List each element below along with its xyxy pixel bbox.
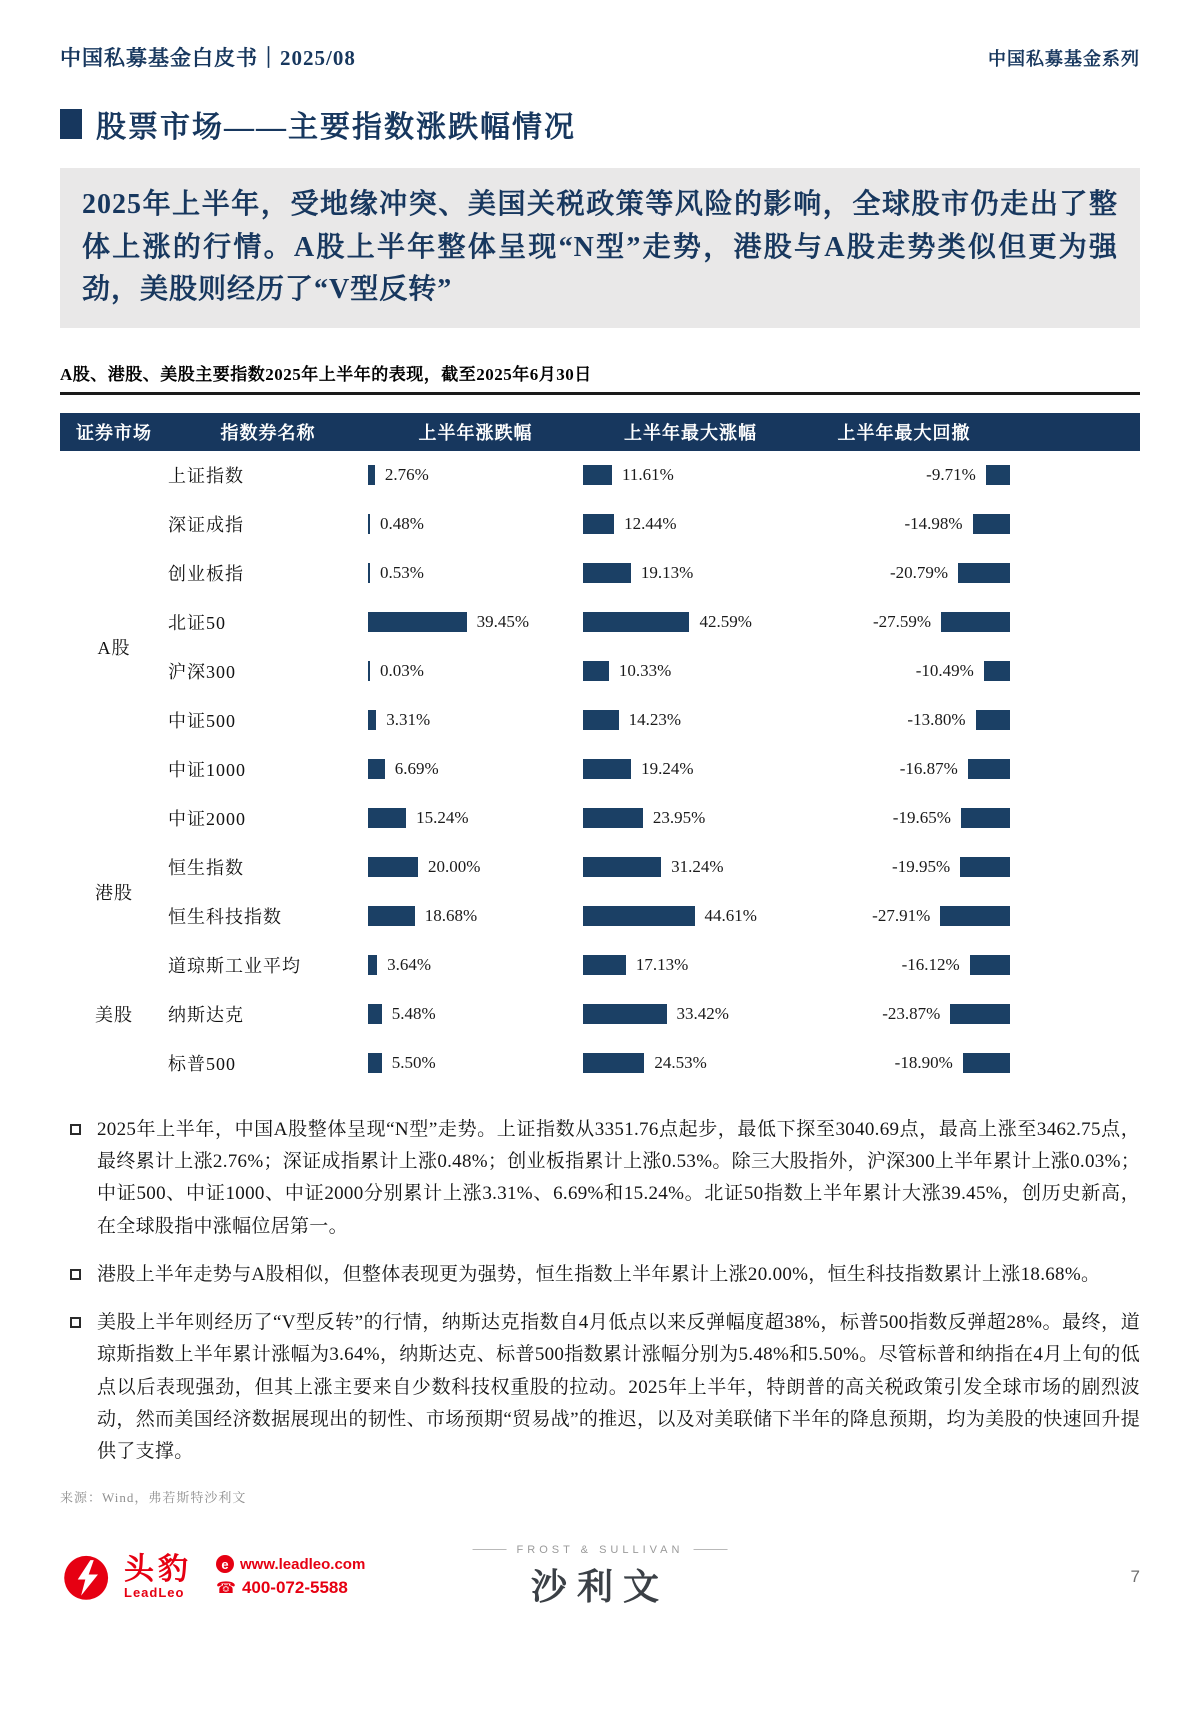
bullet-square-icon <box>70 1269 81 1280</box>
h1-change-bar-wrap <box>368 563 583 583</box>
table-row <box>60 647 1140 696</box>
max-drawdown-bar-wrap <box>798 710 1140 730</box>
page-footer <box>60 1532 1140 1622</box>
max-gain-value: 33.42% <box>676 1004 729 1024</box>
h1-change-bar-wrap <box>368 857 583 877</box>
table-row <box>60 941 1140 990</box>
h1-change-value: 18.68% <box>424 906 478 926</box>
max-gain-value: 19.24% <box>641 759 694 779</box>
max-gain-bar <box>583 857 661 877</box>
frost-sullivan-logo <box>473 1544 728 1610</box>
max-drawdown-bar-wrap <box>798 857 1140 877</box>
h1-change-cell <box>368 500 583 549</box>
source-note: 来源：Wind，弗若斯特沙利文 <box>60 1489 247 1505</box>
max-gain-value: 42.59% <box>699 612 752 632</box>
max-drawdown-bar-wrap <box>798 1053 1140 1073</box>
h1-change-bar-wrap <box>368 710 583 730</box>
max-drawdown-bar <box>960 857 1010 877</box>
max-drawdown-value: -9.71% <box>926 465 976 485</box>
index-name: 沪深300 <box>168 662 236 683</box>
max-drawdown-bar <box>950 1004 1010 1024</box>
max-gain-bar-wrap <box>583 906 798 926</box>
max-drawdown-value: -27.91% <box>872 906 931 926</box>
h1-change-bar-wrap <box>368 514 583 534</box>
bullet-text: 港股上半年走势与A股相似，但整体表现更为强势，恒生指数上半年累计上涨20.00%，恒生科技指数累计上涨18.68%。 <box>97 1263 1101 1285</box>
max-gain-bar-wrap <box>583 612 798 632</box>
max-gain-bar-wrap <box>583 661 798 681</box>
col-header-index-name: 指数券名称 <box>168 413 368 451</box>
leadleo-name-cn: 头豹 <box>124 1553 192 1587</box>
e-badge-icon: e <box>216 1555 234 1573</box>
chart-title: A股、港股、美股主要指数2025年上半年的表现，截至2025年6月30日 <box>60 364 592 384</box>
max-gain-bar <box>583 1004 667 1024</box>
index-name: 深证成指 <box>168 515 244 536</box>
max-drawdown-bar <box>976 710 1011 730</box>
index-name: 上证指数 <box>168 466 244 487</box>
bullet-text: 2025年上半年，中国A股整体呈现“N型”走势。上证指数从3351.76点起步，最低下探至3040.69点，最高上涨至3462.75点，最终累计上涨2.76%；深证成指累计上涨0.48%；创业板指累计上涨0.53%。除三大股指外，沪深300上半年累计上涨0.03%；中证500、中证1000、中证2000分别累计上涨3.31%、6.69%和15.24%。北证50指数上半年累计大涨39.45%，创历史新高，在全球股指中涨幅位居第一。 <box>97 1118 1140 1237</box>
title-square-icon <box>60 109 82 139</box>
max-gain-bar-wrap <box>583 514 798 534</box>
frost-name-en: FROST & SULLIVAN <box>516 1543 684 1556</box>
h1-change-value: 5.50% <box>391 1053 436 1073</box>
max-gain-bar-wrap <box>583 857 798 877</box>
h1-change-bar <box>368 906 415 926</box>
index-name: 标普500 <box>168 1054 236 1075</box>
index-table-body <box>60 451 1140 1088</box>
max-drawdown-value: -27.59% <box>872 612 932 632</box>
table-row <box>60 598 1140 647</box>
max-drawdown-bar <box>941 612 1010 632</box>
h1-change-value: 3.31% <box>386 710 431 730</box>
max-drawdown-cell <box>798 843 1140 892</box>
website-row <box>216 1555 365 1573</box>
bullet-square-icon <box>70 1124 81 1135</box>
max-gain-cell <box>583 892 798 941</box>
max-gain-bar-wrap <box>583 465 798 485</box>
h1-change-bar-wrap <box>368 465 583 485</box>
table-row <box>60 451 1140 500</box>
page-number: 7 <box>1130 1566 1140 1586</box>
index-name: 道琼斯工业平均 <box>168 956 301 977</box>
max-gain-bar <box>583 465 612 485</box>
h1-change-value: 5.48% <box>391 1004 436 1024</box>
bullet-text: 美股上半年则经历了“V型反转”的行情，纳斯达克指数自4月低点以来反弹幅度超38%，标普500指数反弹超28%。最终，道琼斯指数上半年累计涨幅为3.64%，纳斯达克、标普500指数累计涨幅分别为5.48%和5.50%。尽管标普和纳指在4月上旬的低点以后表现强劲，但其上涨主要来自少数科技权重股的拉动。2025年上半年，特朗普的高关税政策引发全球市场的剧烈波动，然而美国经济数据展现出的韧性、市场预期“贸易战”的推迟，以及对美联储下半年的降息预期，均为美股的快速回升提供了支撑。 <box>97 1312 1140 1463</box>
max-gain-cell <box>583 451 798 500</box>
max-gain-value: 12.44% <box>624 514 677 534</box>
max-gain-value: 19.13% <box>640 563 694 583</box>
h1-change-cell <box>368 892 583 941</box>
max-drawdown-bar-wrap <box>798 906 1140 926</box>
table-row <box>60 549 1140 598</box>
max-gain-bar <box>583 514 614 534</box>
max-gain-value: 10.33% <box>618 661 672 681</box>
h1-change-cell <box>368 549 583 598</box>
max-drawdown-bar-wrap <box>798 661 1140 681</box>
h1-change-bar <box>368 955 377 975</box>
h1-change-cell <box>368 941 583 990</box>
max-gain-bar <box>583 759 631 779</box>
max-gain-bar <box>583 955 626 975</box>
leadleo-wordmark <box>124 1554 192 1599</box>
h1-change-value: 20.00% <box>428 857 481 877</box>
index-name: 北证50 <box>168 613 226 634</box>
max-drawdown-cell <box>798 745 1140 794</box>
max-gain-cell <box>583 745 798 794</box>
max-drawdown-cell <box>798 549 1140 598</box>
h1-change-bar-wrap <box>368 906 583 926</box>
max-gain-bar <box>583 563 631 583</box>
h1-change-cell <box>368 696 583 745</box>
h1-change-value: 0.53% <box>380 563 424 583</box>
h1-change-bar <box>368 1053 382 1073</box>
max-drawdown-value: -23.87% <box>882 1004 941 1024</box>
h1-change-value: 15.24% <box>416 808 469 828</box>
frost-line-left <box>473 1549 507 1550</box>
frost-en-row <box>473 1544 728 1556</box>
h1-change-cell <box>368 843 583 892</box>
max-gain-cell <box>583 647 798 696</box>
max-gain-bar-wrap <box>583 759 798 779</box>
frost-name-cn: 沙利文 <box>530 1566 669 1607</box>
h1-change-cell <box>368 647 583 696</box>
max-gain-value: 44.61% <box>704 906 757 926</box>
h1-change-bar-wrap <box>368 759 583 779</box>
market-label: A股 <box>97 637 131 658</box>
max-drawdown-value: -13.80% <box>907 710 966 730</box>
max-gain-bar-wrap <box>583 710 798 730</box>
h1-change-bar-wrap <box>368 661 583 681</box>
index-name: 中证2000 <box>168 809 246 830</box>
market-label: 港股 <box>95 882 133 903</box>
max-drawdown-bar <box>968 759 1010 779</box>
max-drawdown-value: -20.79% <box>889 563 949 583</box>
max-drawdown-bar-wrap <box>798 1004 1140 1024</box>
h1-change-bar-wrap <box>368 1053 583 1073</box>
max-drawdown-cell <box>798 451 1140 500</box>
frost-line-right <box>693 1549 727 1550</box>
max-drawdown-cell <box>798 696 1140 745</box>
max-gain-bar-wrap <box>583 955 798 975</box>
max-drawdown-value: -19.65% <box>892 808 951 828</box>
max-drawdown-bar-wrap <box>798 612 1140 632</box>
max-gain-cell <box>583 843 798 892</box>
page-title: 股票市场——主要指数涨跌幅情况 <box>96 111 576 144</box>
index-name: 中证500 <box>168 711 236 732</box>
max-drawdown-cell <box>798 941 1140 990</box>
h1-change-bar <box>368 759 385 779</box>
col-header-max-drawdown: 上半年最大回撤 <box>798 413 1140 451</box>
h1-change-bar <box>368 808 406 828</box>
max-drawdown-value: -19.95% <box>892 857 951 877</box>
max-gain-cell <box>583 990 798 1039</box>
h1-change-value: 6.69% <box>394 759 439 779</box>
table-row <box>60 843 1140 892</box>
market-label: 美股 <box>95 1005 133 1026</box>
col-header-max-gain: 上半年最大涨幅 <box>583 413 798 451</box>
col-header-market: 证券市场 <box>60 413 168 451</box>
max-drawdown-bar <box>986 465 1010 485</box>
table-row <box>60 696 1140 745</box>
h1-change-bar <box>368 661 370 681</box>
max-drawdown-bar <box>973 514 1010 534</box>
website-text: www.leadleo.com <box>240 1555 366 1573</box>
max-gain-cell <box>583 696 798 745</box>
max-drawdown-cell <box>798 794 1140 843</box>
max-drawdown-bar <box>940 906 1010 926</box>
index-performance-table <box>60 413 1140 1088</box>
max-gain-bar <box>583 661 609 681</box>
h1-change-bar <box>368 612 467 632</box>
max-drawdown-cell <box>798 598 1140 647</box>
phone-number: 400-072-5588 <box>241 1578 348 1598</box>
h1-change-value: 0.48% <box>380 514 424 534</box>
h1-change-bar <box>368 514 370 534</box>
max-drawdown-bar <box>984 661 1010 681</box>
h1-change-cell <box>368 451 583 500</box>
max-drawdown-cell <box>798 1039 1140 1088</box>
max-gain-bar <box>583 906 695 926</box>
max-gain-cell <box>583 941 798 990</box>
h1-change-value: 3.64% <box>387 955 432 975</box>
header-series-right: 中国私募基金系列 <box>988 49 1140 69</box>
h1-change-bar-wrap <box>368 612 583 632</box>
max-drawdown-bar <box>963 1053 1010 1073</box>
table-row <box>60 990 1140 1039</box>
max-gain-value: 23.95% <box>652 808 706 828</box>
leadleo-name-en: LeadLeo <box>124 1584 185 1600</box>
leadleo-contact <box>216 1555 365 1598</box>
max-drawdown-bar <box>970 955 1010 975</box>
max-gain-value: 24.53% <box>654 1053 707 1073</box>
max-gain-bar-wrap <box>583 1004 798 1024</box>
bullet-square-icon <box>70 1317 81 1328</box>
max-gain-value: 11.61% <box>622 465 674 485</box>
max-drawdown-cell <box>798 892 1140 941</box>
h1-change-value: 39.45% <box>476 612 530 632</box>
header-title-left: 中国私募基金白皮书｜2025/08 <box>60 46 356 70</box>
analysis-bullet-list <box>60 1114 1140 1469</box>
table-row <box>60 794 1140 843</box>
table-row <box>60 1039 1140 1088</box>
h1-change-cell <box>368 990 583 1039</box>
phone-icon: ☎ <box>216 1580 236 1598</box>
summary-highlight-box: 2025年上半年，受地缘冲突、美国关税政策等风险的影响，全球股市仍走出了整体上涨的行情。A股上半年整体呈现“N型”走势，港股与A股走势类似但更为强劲，美股则经历了“V型反转” <box>60 168 1140 328</box>
col-header-h1-change: 上半年涨跌幅 <box>368 413 583 451</box>
max-gain-bar-wrap <box>583 808 798 828</box>
max-gain-value: 31.24% <box>671 857 724 877</box>
title-divider <box>60 392 1140 395</box>
max-gain-value: 14.23% <box>628 710 681 730</box>
index-name: 纳斯达克 <box>168 1005 244 1026</box>
h1-change-bar-wrap <box>368 808 583 828</box>
max-drawdown-value: -18.90% <box>894 1053 953 1073</box>
max-gain-bar <box>583 808 643 828</box>
h1-change-bar-wrap <box>368 1004 583 1024</box>
table-row <box>60 500 1140 549</box>
bullet-item <box>60 1259 1140 1291</box>
max-gain-cell <box>583 598 798 647</box>
max-gain-bar-wrap <box>583 1053 798 1073</box>
index-name: 恒生指数 <box>168 858 244 879</box>
max-gain-cell <box>583 1039 798 1088</box>
max-drawdown-bar-wrap <box>798 465 1140 485</box>
table-row <box>60 745 1140 794</box>
bullet-item <box>60 1307 1140 1468</box>
bullet-item <box>60 1114 1140 1243</box>
page-header <box>60 42 1140 72</box>
index-name: 创业板指 <box>168 564 244 585</box>
max-gain-bar-wrap <box>583 563 798 583</box>
max-drawdown-cell <box>798 647 1140 696</box>
table-row <box>60 892 1140 941</box>
section-title-row <box>60 102 1140 146</box>
h1-change-bar <box>368 465 375 485</box>
max-drawdown-value: -16.12% <box>901 955 960 975</box>
h1-change-value: 0.03% <box>380 661 424 681</box>
h1-change-cell <box>368 598 583 647</box>
max-drawdown-bar <box>958 563 1010 583</box>
max-gain-value: 17.13% <box>635 955 689 975</box>
h1-change-bar <box>368 857 418 877</box>
h1-change-bar <box>368 563 370 583</box>
table-header-row <box>60 413 1140 451</box>
max-drawdown-value: -16.87% <box>899 759 958 779</box>
max-drawdown-bar-wrap <box>798 759 1140 779</box>
max-drawdown-value: -14.98% <box>904 514 963 534</box>
phone-row <box>216 1578 365 1598</box>
index-name: 中证1000 <box>168 760 246 781</box>
max-gain-cell <box>583 549 798 598</box>
max-drawdown-bar-wrap <box>798 514 1140 534</box>
h1-change-cell <box>368 1039 583 1088</box>
max-gain-bar <box>583 1053 644 1073</box>
max-drawdown-bar-wrap <box>798 563 1140 583</box>
max-drawdown-bar-wrap <box>798 808 1140 828</box>
max-gain-bar <box>583 612 689 632</box>
max-drawdown-bar-wrap <box>798 955 1140 975</box>
index-name: 恒生科技指数 <box>168 907 282 928</box>
h1-change-cell <box>368 794 583 843</box>
h1-change-bar <box>368 1004 382 1024</box>
max-drawdown-bar <box>961 808 1010 828</box>
max-drawdown-cell <box>798 500 1140 549</box>
h1-change-bar <box>368 710 376 730</box>
h1-change-bar-wrap <box>368 955 583 975</box>
max-gain-cell <box>583 500 798 549</box>
h1-change-value: 2.76% <box>384 465 429 485</box>
max-gain-cell <box>583 794 798 843</box>
max-drawdown-value: -10.49% <box>915 661 974 681</box>
leadleo-logo-icon <box>60 1550 114 1604</box>
leadleo-logo <box>60 1550 365 1604</box>
max-drawdown-cell <box>798 990 1140 1039</box>
max-gain-bar <box>583 710 619 730</box>
h1-change-cell <box>368 745 583 794</box>
